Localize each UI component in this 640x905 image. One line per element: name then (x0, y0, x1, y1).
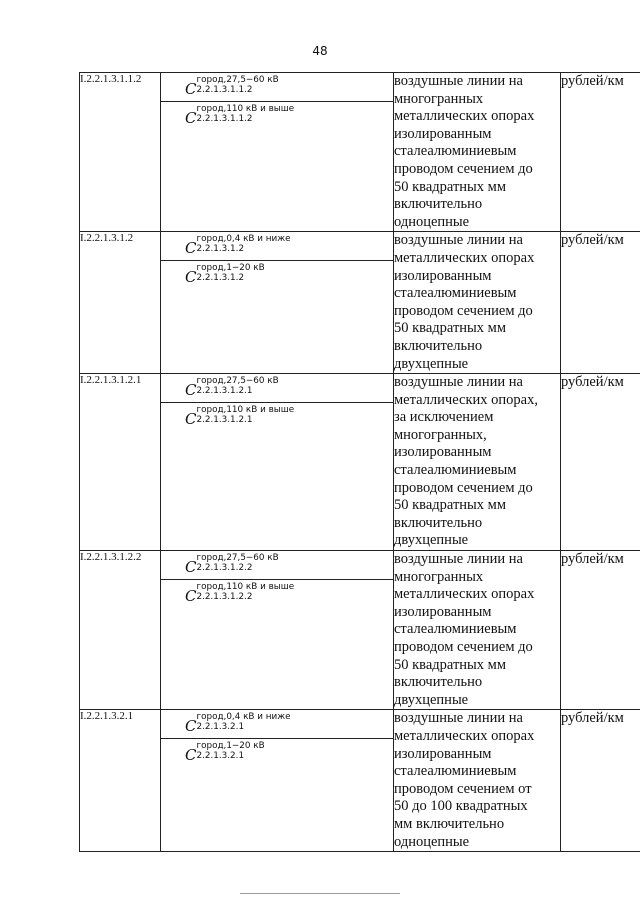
table-row (80, 73, 640, 232)
description-line: сталеалюминиевым (394, 621, 517, 638)
description-line: сталеалюминиевым (394, 143, 517, 160)
row-code: I.2.2.1.3.1.2.1 (80, 374, 161, 551)
formula-symbol: C (185, 717, 197, 736)
description-line: проводом сечением до (394, 160, 533, 177)
description-line: двухцепные (394, 355, 469, 372)
row-code: I.2.2.1.3.1.2.2 (80, 551, 161, 710)
description-line: изолированным (394, 125, 492, 142)
description-line: сталеалюминиевым (394, 285, 517, 302)
formula-subscript: 2.2.1.3.1.2 (196, 244, 245, 255)
formula-superscript: город,0,4 кВ и ниже (196, 712, 291, 723)
formula-superscript: город,1−20 кВ (196, 263, 265, 274)
description-line: воздушные линии на (394, 551, 523, 568)
description-line: изолированным (394, 267, 492, 284)
formula-cell (161, 232, 394, 374)
row-code: I.2.2.1.3.1.2 (80, 232, 161, 374)
table-row (80, 551, 640, 710)
formula-cell (161, 551, 394, 710)
formula-subscript: 2.2.1.3.2.1 (196, 722, 245, 733)
formula-subscript: 2.2.1.3.1.2.2 (196, 563, 253, 574)
description-line: металлических опорах (394, 108, 535, 125)
formula-symbol: C (185, 80, 197, 98)
formula-superscript: город,0,4 кВ и ниже (196, 234, 291, 245)
description-line: 50 квадратных мм (394, 178, 507, 195)
description-line: 50 до 100 квадратных (394, 798, 528, 815)
rate-formula (161, 579, 393, 607)
description-line: включительно (394, 196, 483, 213)
description-line: сталеалюминиевым (394, 462, 517, 479)
formula-symbol: C (185, 268, 197, 287)
unit-cell: рублей/км (561, 551, 640, 710)
formula-symbol: C (185, 109, 197, 127)
page-number: 48 (312, 44, 328, 58)
description-line: многогранных (394, 568, 484, 585)
description-line: многогранных, (394, 426, 487, 443)
description-line: сталеалюминиевым (394, 763, 517, 780)
rate-formula (161, 374, 393, 402)
formula-symbol: C (185, 746, 197, 765)
formula-symbol: C (185, 239, 197, 258)
description-line: металлических опорах (394, 249, 535, 266)
description-line: изолированным (394, 603, 492, 620)
description-line: одноцепные (394, 833, 470, 850)
description-line: включительно (394, 514, 483, 531)
formula-superscript: город,110 кВ и выше (196, 405, 295, 416)
table-row (80, 710, 640, 852)
description-line: проводом сечением до (394, 479, 533, 496)
unit-cell: рублей/км (561, 710, 640, 852)
rate-formula (161, 73, 393, 101)
description-line: включительно (394, 674, 483, 691)
description-line: воздушные линии на (394, 710, 523, 727)
description-line: двухцепные (394, 691, 469, 708)
description-line: воздушные линии на (394, 232, 523, 249)
description-line: 50 квадратных мм (394, 656, 507, 673)
formula-symbol: C (185, 381, 197, 400)
description-line: одноцепные (394, 213, 470, 230)
rate-formula (161, 101, 393, 129)
formula-cell (161, 710, 394, 852)
formula-subscript: 2.2.1.3.2.1 (196, 751, 245, 762)
unit-cell: рублей/км (561, 232, 640, 374)
formula-superscript: город,110 кВ и выше (196, 582, 295, 593)
row-code: I.2.2.1.3.1.1.2 (80, 73, 161, 232)
description-line: за исключением (394, 409, 494, 426)
description-line: 50 квадратных мм (394, 497, 507, 514)
rate-formula (161, 551, 393, 579)
description-line: металлических опорах (394, 586, 535, 603)
formula-symbol: C (185, 587, 197, 606)
description-cell (394, 551, 561, 710)
table-row (80, 232, 640, 374)
formula-subscript: 2.2.1.3.1.1.2 (196, 85, 253, 95)
description-line: проводом сечением до (394, 302, 533, 319)
description-line: проводом сечением от (394, 780, 532, 797)
formula-subscript: 2.2.1.3.1.2.2 (196, 592, 253, 603)
description-line: мм включительно (394, 815, 505, 832)
unit-cell: рублей/км (561, 73, 640, 232)
description-line: проводом сечением до (394, 639, 533, 655)
description-line: изолированным (394, 444, 492, 461)
formula-subscript: 2.2.1.3.1.2 (196, 273, 245, 284)
formula-superscript: город,110 кВ и выше (196, 104, 295, 114)
formula-superscript: город,27,5−60 кВ (196, 376, 279, 387)
description-line: двухцепные (394, 532, 469, 549)
description-line: изолированным (394, 745, 492, 762)
page-bottom-rule (240, 893, 400, 894)
formula-symbol: C (185, 558, 197, 577)
row-code: I.2.2.1.3.2.1 (80, 710, 161, 852)
rate-formula (161, 402, 393, 430)
table-row (80, 374, 640, 551)
description-line: включительно (394, 337, 483, 354)
description-line: металлических опорах, (394, 391, 538, 408)
formula-cell (161, 73, 394, 232)
formula-superscript: город,27,5−60 кВ (196, 553, 279, 564)
description-cell (394, 73, 561, 232)
rate-formula (161, 232, 393, 260)
description-line: многогранных (394, 90, 484, 107)
rate-formula (161, 738, 393, 766)
rate-formula (161, 710, 393, 738)
formula-superscript: город,27,5−60 кВ (196, 75, 279, 85)
description-cell (394, 232, 561, 374)
formula-subscript: 2.2.1.3.1.1.2 (196, 114, 253, 124)
rate-formula (161, 260, 393, 288)
formula-superscript: город,1−20 кВ (196, 741, 265, 752)
description-line: воздушные линии на (394, 374, 523, 391)
formula-subscript: 2.2.1.3.1.2.1 (196, 386, 253, 397)
formula-subscript: 2.2.1.3.1.2.1 (196, 415, 253, 426)
description-line: металлических опорах (394, 727, 535, 744)
description-line: воздушные линии на (394, 73, 523, 89)
formula-symbol: C (185, 410, 197, 429)
description-line: 50 квадратных мм (394, 320, 507, 337)
description-cell (394, 710, 561, 852)
unit-cell: рублей/км (561, 374, 640, 551)
rates-table (79, 72, 640, 852)
formula-cell (161, 374, 394, 551)
description-cell (394, 374, 561, 551)
